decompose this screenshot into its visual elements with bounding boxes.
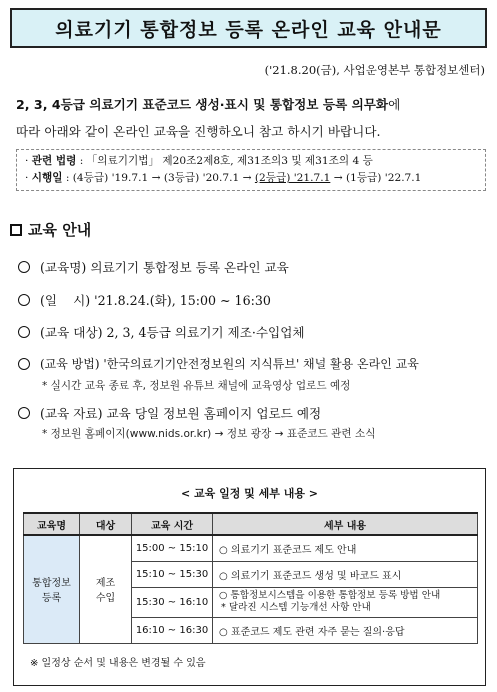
intro-rest: 에	[388, 97, 401, 112]
list-item	[18, 403, 321, 422]
effective-label: 시행일	[31, 172, 63, 184]
table-row	[24, 535, 478, 561]
date-line: ('21.8.20(금), 사업운영본부 통합정보센터)	[264, 63, 485, 77]
list-item	[18, 355, 419, 372]
law-text: : 「의료기기법」 제20조2제8호, 제31조의3 및 제31조의 4 등	[76, 155, 373, 167]
circle-bullet-icon	[18, 358, 30, 370]
detail-sub: * 달라진 시스템 기능개선 사항 안내	[221, 602, 371, 613]
header-target: 대상	[80, 513, 132, 535]
list-item	[18, 322, 305, 341]
circle-bullet-icon	[18, 294, 30, 306]
sub-note: * 정보원 홈페이지(www.nids.or.kr) → 정보 광장 → 표준코드 관련 소식	[42, 428, 376, 440]
effective-text-end: → (1등급) '22.7.1	[330, 172, 422, 184]
list-item	[18, 290, 271, 309]
detail-text: ○ 통합정보시스템을 이용한 통합정보 등록 방법 안내	[219, 590, 441, 601]
schedule-title: < 교육 일정 및 세부 내용 >	[180, 487, 319, 500]
detail-cell: ○ 표준코드 제도 관련 자주 묻는 질의·응답	[213, 617, 478, 643]
section-heading	[10, 219, 91, 240]
effective-text: : (4등급) '19.7.1 → (3등급) '20.7.1 →	[62, 172, 255, 184]
item-text: (교육 대상) 2, 3, 4등급 의료기기 제조·수입업체	[40, 325, 305, 340]
table-header-row	[24, 513, 478, 535]
law-label: 관련 법령	[31, 155, 77, 167]
detail-cell	[213, 587, 478, 617]
section-title: 교육 안내	[28, 221, 92, 239]
sub-note: * 실시간 교육 종료 후, 정보원 유튜브 채널에 교육영상 업로드 예정	[42, 380, 351, 392]
effective-highlight: (2등급) '21.7.1	[254, 172, 331, 184]
item-text: (일 시) '21.8.24.(화), 15:00 ~ 16:30	[40, 293, 271, 308]
item-text: (교육 방법) '한국의료기기안전정보원의 지식튜브' 채널 활용 온라인 교육	[40, 357, 419, 371]
time-cell: 15:00 ~ 15:10	[132, 535, 213, 561]
circle-bullet-icon	[18, 326, 30, 338]
page-title: 의료기기 통합정보 등록 온라인 교육 안내문	[10, 8, 487, 48]
detail-cell: ○ 의료기기 표준코드 생성 및 바코드 표시	[213, 561, 478, 587]
intro-line2: 따라 아래와 같이 온라인 교육을 진행하오니 참고 하시기 바랍니다.	[16, 124, 381, 139]
header-detail: 세부 내용	[213, 513, 478, 535]
course-cell: 통합정보 등록	[24, 535, 80, 643]
square-bullet-icon	[10, 224, 22, 236]
detail-cell: ○ 의료기기 표준코드 제도 안내	[213, 535, 478, 561]
circle-bullet-icon	[18, 261, 30, 273]
time-cell: 15:30 ~ 16:10	[132, 587, 213, 617]
schedule-note: ※ 일정상 순서 및 내용은 변경될 수 있음	[30, 658, 206, 669]
schedule-box	[13, 468, 486, 686]
time-cell: 16:10 ~ 16:30	[132, 617, 213, 643]
intro-bold: 2, 3, 4등급 의료기기 표준코드 생성·표시 및 통합정보 등록 의무화	[16, 97, 389, 112]
time-cell: 15:10 ~ 15:30	[132, 561, 213, 587]
item-text: (교육명) 의료기기 통합정보 등록 온라인 교육	[40, 260, 289, 275]
header-course: 교육명	[24, 513, 80, 535]
schedule-table	[23, 512, 478, 644]
intro-paragraph	[16, 91, 488, 145]
header-time: 교육 시간	[132, 513, 213, 535]
target-cell: 제조 수입	[80, 535, 132, 643]
law-box: · 관련 법령 : 「의료기기법」 제20조2제8호, 제31조의3 및 제31조의 4 등 · 시행일 : (4등급) '19.7.1 → (3등급) '20.7.1 → (2등급) '21.7.1 → (1등급) '22.7.1	[16, 149, 486, 191]
list-item	[18, 257, 289, 276]
item-text: (교육 자료) 교육 당일 정보원 홈페이지 업로드 예정	[40, 406, 322, 421]
circle-bullet-icon	[18, 407, 30, 419]
